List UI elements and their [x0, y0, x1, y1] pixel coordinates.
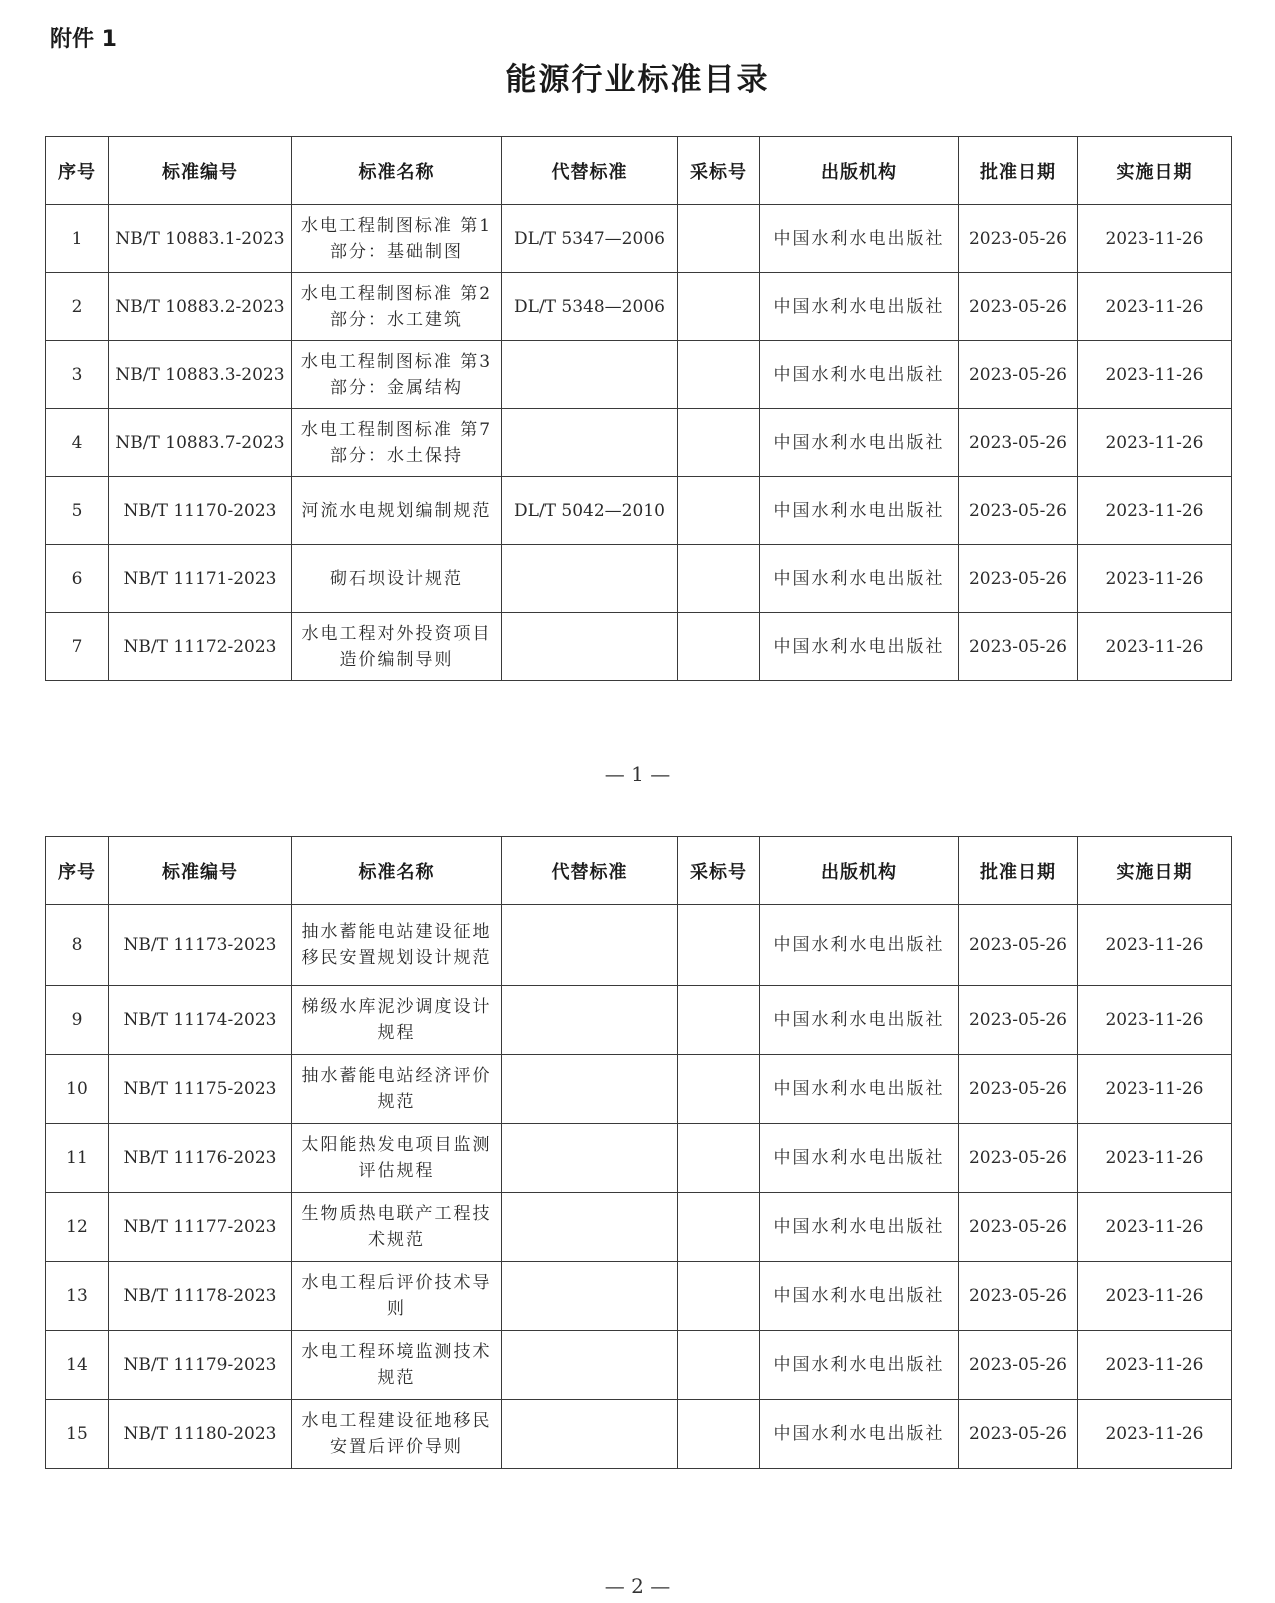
- cell-code: NB/T 11179-2023: [109, 1331, 292, 1400]
- table-row: [46, 1400, 1232, 1469]
- cell-effective: 2023-11-26: [1078, 1331, 1232, 1400]
- cell-replaces: [502, 1400, 678, 1469]
- cell-approved: 2023-05-26: [959, 986, 1078, 1055]
- table-row: [46, 1193, 1232, 1262]
- cell-effective: 2023-11-26: [1078, 545, 1232, 613]
- cell-code: NB/T 11172-2023: [109, 613, 292, 681]
- cell-no: 7: [46, 613, 109, 681]
- cell-code: NB/T 10883.1-2023: [109, 205, 292, 273]
- table-row: [46, 1055, 1232, 1124]
- cell-replaces: [502, 409, 678, 477]
- cell-effective: 2023-11-26: [1078, 1193, 1232, 1262]
- table-row: [46, 613, 1232, 681]
- cell-code: NB/T 11178-2023: [109, 1262, 292, 1331]
- cell-approved: 2023-05-26: [959, 545, 1078, 613]
- cell-code: NB/T 10883.2-2023: [109, 273, 292, 341]
- cell-code: NB/T 10883.3-2023: [109, 341, 292, 409]
- cell-name: 抽水蓄能电站建设征地移民安置规划设计规范: [292, 905, 502, 986]
- cell-publisher: 中国水利水电出版社: [760, 1055, 959, 1124]
- cell-effective: 2023-11-26: [1078, 273, 1232, 341]
- cell-replaces: [502, 1262, 678, 1331]
- cell-code: NB/T 11176-2023: [109, 1124, 292, 1193]
- cell-effective: 2023-11-26: [1078, 1262, 1232, 1331]
- column-header-approved: 批准日期: [959, 137, 1078, 205]
- cell-approved: 2023-05-26: [959, 905, 1078, 986]
- cell-name: 水电工程对外投资项目造价编制导则: [292, 613, 502, 681]
- cell-effective: 2023-11-26: [1078, 205, 1232, 273]
- table-row: [46, 1262, 1232, 1331]
- table-row: [46, 341, 1232, 409]
- cell-name: 生物质热电联产工程技术规范: [292, 1193, 502, 1262]
- standards-table-page-1: [45, 136, 1232, 681]
- cell-publisher: 中国水利水电出版社: [760, 341, 959, 409]
- table-row: [46, 1124, 1232, 1193]
- cell-no: 1: [46, 205, 109, 273]
- column-header-no: 序号: [46, 837, 109, 905]
- table-row: [46, 986, 1232, 1055]
- cell-adopted: [678, 905, 760, 986]
- cell-replaces: [502, 545, 678, 613]
- cell-publisher: 中国水利水电出版社: [760, 273, 959, 341]
- cell-no: 3: [46, 341, 109, 409]
- cell-replaces: [502, 341, 678, 409]
- column-header-no: 序号: [46, 137, 109, 205]
- cell-publisher: 中国水利水电出版社: [760, 409, 959, 477]
- cell-replaces: DL/T 5042—2010: [502, 477, 678, 545]
- cell-approved: 2023-05-26: [959, 1124, 1078, 1193]
- table-row: [46, 545, 1232, 613]
- cell-adopted: [678, 613, 760, 681]
- column-header-publisher: 出版机构: [760, 137, 959, 205]
- cell-name: 水电工程后评价技术导则: [292, 1262, 502, 1331]
- cell-approved: 2023-05-26: [959, 1262, 1078, 1331]
- cell-replaces: [502, 986, 678, 1055]
- cell-no: 11: [46, 1124, 109, 1193]
- cell-no: 5: [46, 477, 109, 545]
- cell-approved: 2023-05-26: [959, 1331, 1078, 1400]
- cell-no: 10: [46, 1055, 109, 1124]
- cell-no: 2: [46, 273, 109, 341]
- cell-no: 14: [46, 1331, 109, 1400]
- cell-approved: 2023-05-26: [959, 341, 1078, 409]
- standards-table-page-2: [45, 836, 1232, 1469]
- cell-approved: 2023-05-26: [959, 1400, 1078, 1469]
- column-header-effective: 实施日期: [1078, 837, 1232, 905]
- column-header-replaces: 代替标准: [502, 137, 678, 205]
- cell-name: 砌石坝设计规范: [292, 545, 502, 613]
- cell-approved: 2023-05-26: [959, 409, 1078, 477]
- cell-code: NB/T 11177-2023: [109, 1193, 292, 1262]
- cell-publisher: 中国水利水电出版社: [760, 477, 959, 545]
- cell-effective: 2023-11-26: [1078, 905, 1232, 986]
- cell-effective: 2023-11-26: [1078, 341, 1232, 409]
- page-number: — 2 —: [604, 1574, 671, 1598]
- cell-name: 太阳能热发电项目监测评估规程: [292, 1124, 502, 1193]
- cell-no: 12: [46, 1193, 109, 1262]
- cell-publisher: 中国水利水电出版社: [760, 905, 959, 986]
- column-header-adopted: 采标号: [678, 837, 760, 905]
- document-title: 能源行业标准目录: [505, 62, 770, 98]
- cell-adopted: [678, 205, 760, 273]
- cell-approved: 2023-05-26: [959, 477, 1078, 545]
- table-row: [46, 905, 1232, 986]
- cell-replaces: [502, 1124, 678, 1193]
- table-row: [46, 409, 1232, 477]
- cell-effective: 2023-11-26: [1078, 1055, 1232, 1124]
- cell-approved: 2023-05-26: [959, 205, 1078, 273]
- cell-publisher: 中国水利水电出版社: [760, 986, 959, 1055]
- cell-no: 6: [46, 545, 109, 613]
- cell-replaces: DL/T 5347—2006: [502, 205, 678, 273]
- cell-replaces: DL/T 5348—2006: [502, 273, 678, 341]
- cell-name: 水电工程制图标准 第1部分：基础制图: [292, 205, 502, 273]
- table-row: [46, 273, 1232, 341]
- cell-name: 水电工程建设征地移民安置后评价导则: [292, 1400, 502, 1469]
- cell-replaces: [502, 1193, 678, 1262]
- cell-no: 15: [46, 1400, 109, 1469]
- cell-publisher: 中国水利水电出版社: [760, 1331, 959, 1400]
- cell-effective: 2023-11-26: [1078, 1124, 1232, 1193]
- cell-no: 8: [46, 905, 109, 986]
- cell-replaces: [502, 905, 678, 986]
- column-header-code: 标准编号: [109, 137, 292, 205]
- attachment-label: 附件 1: [50, 27, 117, 52]
- cell-code: NB/T 11180-2023: [109, 1400, 292, 1469]
- cell-code: NB/T 11170-2023: [109, 477, 292, 545]
- cell-effective: 2023-11-26: [1078, 986, 1232, 1055]
- cell-effective: 2023-11-26: [1078, 1400, 1232, 1469]
- cell-publisher: 中国水利水电出版社: [760, 1400, 959, 1469]
- cell-replaces: [502, 1331, 678, 1400]
- column-header-effective: 实施日期: [1078, 137, 1232, 205]
- table-row: [46, 205, 1232, 273]
- cell-adopted: [678, 1193, 760, 1262]
- cell-adopted: [678, 1262, 760, 1331]
- cell-approved: 2023-05-26: [959, 1193, 1078, 1262]
- cell-code: NB/T 11175-2023: [109, 1055, 292, 1124]
- cell-name: 梯级水库泥沙调度设计规程: [292, 986, 502, 1055]
- cell-adopted: [678, 273, 760, 341]
- cell-adopted: [678, 341, 760, 409]
- cell-no: 13: [46, 1262, 109, 1331]
- table-row: [46, 477, 1232, 545]
- cell-code: NB/T 11174-2023: [109, 986, 292, 1055]
- cell-name: 水电工程制图标准 第3部分：金属结构: [292, 341, 502, 409]
- cell-adopted: [678, 1400, 760, 1469]
- cell-approved: 2023-05-26: [959, 1055, 1078, 1124]
- cell-adopted: [678, 1055, 760, 1124]
- cell-no: 4: [46, 409, 109, 477]
- cell-adopted: [678, 477, 760, 545]
- cell-adopted: [678, 986, 760, 1055]
- page-number: — 1 —: [604, 762, 671, 786]
- table-row: [46, 1331, 1232, 1400]
- cell-publisher: 中国水利水电出版社: [760, 613, 959, 681]
- column-header-approved: 批准日期: [959, 837, 1078, 905]
- column-header-code: 标准编号: [109, 837, 292, 905]
- cell-effective: 2023-11-26: [1078, 409, 1232, 477]
- cell-adopted: [678, 1331, 760, 1400]
- cell-name: 水电工程制图标准 第2部分：水工建筑: [292, 273, 502, 341]
- table-header-row: [46, 837, 1232, 905]
- cell-publisher: 中国水利水电出版社: [760, 1262, 959, 1331]
- cell-code: NB/T 11173-2023: [109, 905, 292, 986]
- column-header-replaces: 代替标准: [502, 837, 678, 905]
- cell-publisher: 中国水利水电出版社: [760, 205, 959, 273]
- column-header-publisher: 出版机构: [760, 837, 959, 905]
- cell-name: 水电工程环境监测技术规范: [292, 1331, 502, 1400]
- cell-no: 9: [46, 986, 109, 1055]
- column-header-name: 标准名称: [292, 137, 502, 205]
- cell-effective: 2023-11-26: [1078, 477, 1232, 545]
- cell-name: 水电工程制图标准 第7部分：水土保持: [292, 409, 502, 477]
- cell-adopted: [678, 1124, 760, 1193]
- cell-replaces: [502, 613, 678, 681]
- cell-name: 抽水蓄能电站经济评价规范: [292, 1055, 502, 1124]
- cell-approved: 2023-05-26: [959, 273, 1078, 341]
- cell-replaces: [502, 1055, 678, 1124]
- cell-publisher: 中国水利水电出版社: [760, 1124, 959, 1193]
- column-header-name: 标准名称: [292, 837, 502, 905]
- cell-effective: 2023-11-26: [1078, 613, 1232, 681]
- cell-approved: 2023-05-26: [959, 613, 1078, 681]
- cell-name: 河流水电规划编制规范: [292, 477, 502, 545]
- cell-adopted: [678, 545, 760, 613]
- cell-code: NB/T 11171-2023: [109, 545, 292, 613]
- table-header-row: [46, 137, 1232, 205]
- cell-publisher: 中国水利水电出版社: [760, 545, 959, 613]
- cell-code: NB/T 10883.7-2023: [109, 409, 292, 477]
- cell-publisher: 中国水利水电出版社: [760, 1193, 959, 1262]
- column-header-adopted: 采标号: [678, 137, 760, 205]
- cell-adopted: [678, 409, 760, 477]
